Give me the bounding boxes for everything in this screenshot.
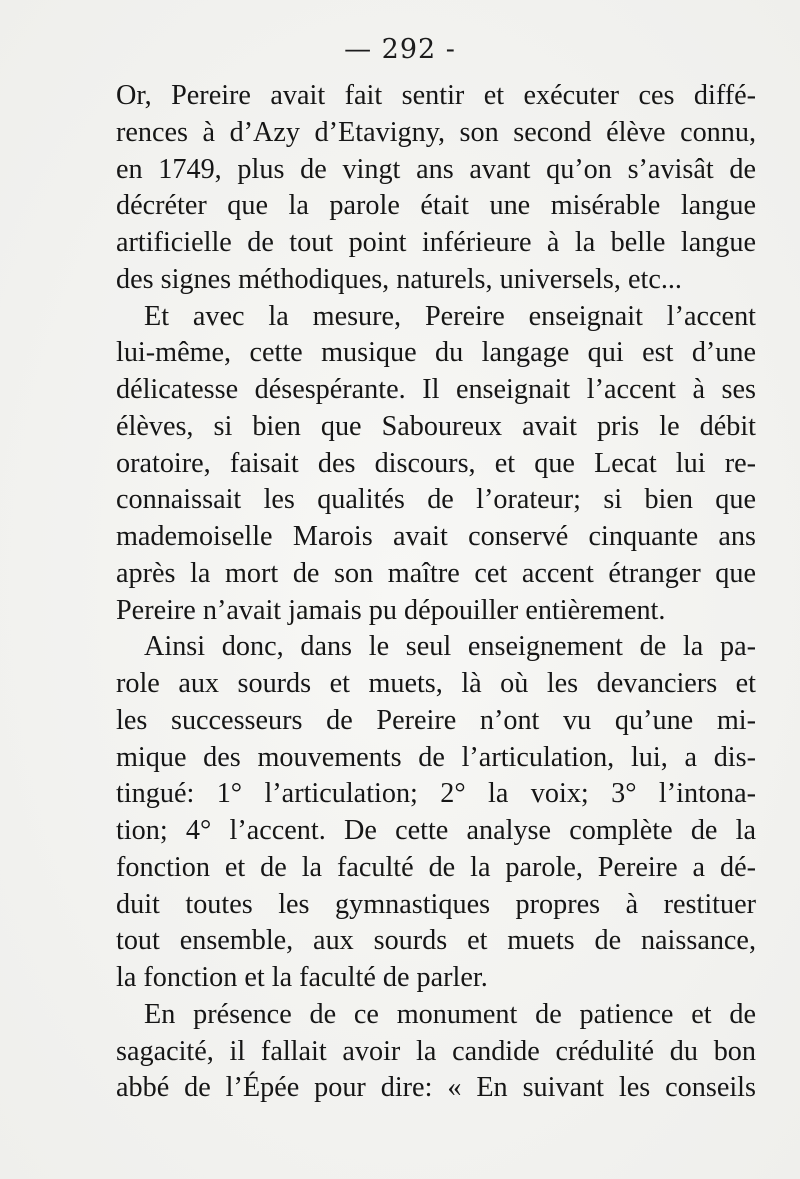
text-line: fonction et de la faculté de la parole, Pereire a dé- [116, 851, 756, 883]
text-line: des signes méthodiques, naturels, universels, etc... [116, 263, 682, 295]
text-line: mique des mouvements de l’articulation, lui, a dis- [116, 741, 756, 773]
text-line: les successeurs de Pereire n’ont vu qu’une mi- [116, 704, 756, 736]
page-number: — 292 - [344, 34, 456, 65]
text-line: sagacité, il fallait avoir la candide crédulité du bon [116, 1035, 756, 1067]
text-line: en 1749, plus de vingt ans avant qu’on s’avisât de [116, 153, 756, 185]
text-line: Or, Pereire avait fait sentir et exécuter ces diffé- [116, 80, 756, 111]
text-line: décréter que la parole était une misérable langue [116, 190, 756, 222]
text-line: tout ensemble, aux sourds et muets de naissance, [116, 925, 756, 957]
text-line: tion; 4° l’accent. De cette analyse complète de la [116, 815, 756, 846]
text-line: oratoire, faisait des discours, et que Lecat lui re- [116, 447, 756, 479]
text-line: tingué: 1° l’articulation; 2° la voix; 3° l’intona- [116, 778, 756, 810]
body-text [116, 78, 756, 1107]
text-line: artificielle de tout point inférieure à la belle langue [116, 227, 756, 258]
text-line: mademoiselle Marois avait conservé cinquante ans [116, 521, 756, 552]
text-line: duit toutes les gymnastiques propres à restituer [116, 888, 756, 920]
text-line: connaissait les qualités de l’orateur; si bien que [116, 484, 756, 516]
text-line: En présence de ce monument de patience et de [144, 998, 756, 1030]
text-line: lui-même, cette musique du langage qui est d’une [116, 337, 756, 369]
text-line: Ainsi donc, dans le seul enseignement de la pa- [144, 631, 756, 663]
text-line: Pereire n’avait jamais pu dépouiller entièrement. [116, 594, 666, 626]
text-line: rences à d’Azy d’Etavigny, son second élève connu, [116, 116, 756, 148]
text-line: role aux sourds et muets, là où les devanciers et [116, 668, 756, 699]
text-line: Et avec la mesure, Pereire enseignait l’accent [144, 300, 756, 332]
text-line: délicatesse désespérante. Il enseignait l’accent à ses [116, 374, 756, 405]
text-line: après la mort de son maître cet accent étranger que [116, 557, 756, 589]
text-line: la fonction et la faculté de parler. [116, 962, 488, 993]
text-line: élèves, si bien que Saboureux avait pris le débit [116, 410, 756, 442]
text-line: abbé de l’Épée pour dire: « En suivant les conseils [116, 1072, 756, 1104]
